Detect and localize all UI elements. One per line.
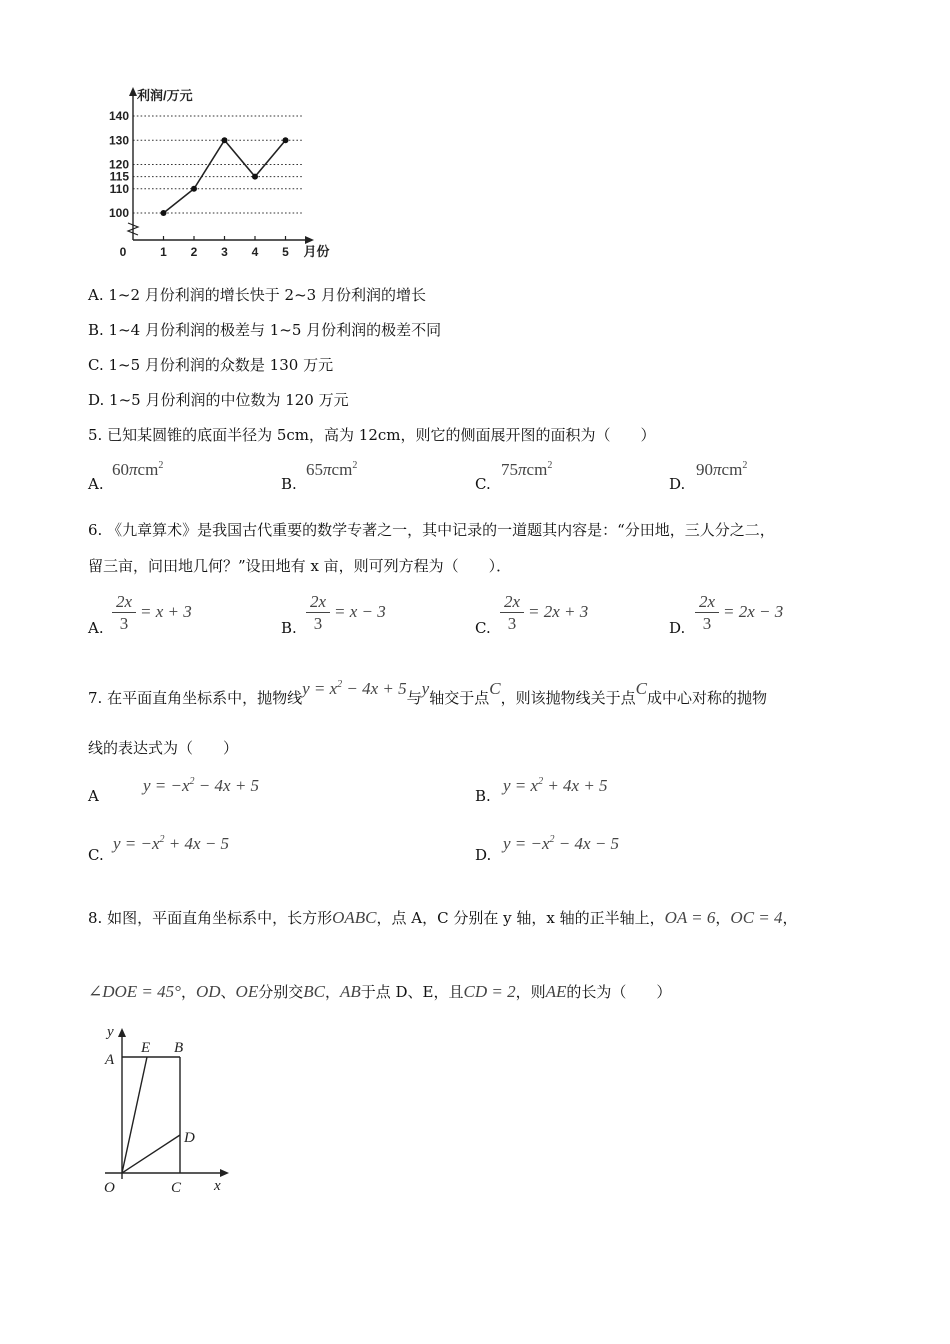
x-axis-title: 月份: [303, 244, 330, 259]
q7-option-a-expr: [143, 776, 259, 796]
q7-post: 成中心对称的抛物: [646, 689, 767, 707]
q7-b-exp: 2: [538, 776, 544, 787]
q5-a-num: 60: [112, 460, 129, 479]
q5-b-unit: cm: [331, 460, 353, 479]
q4-option-c: C. 1~5 月份利润的众数是 130 万元: [88, 356, 334, 374]
q7-option-b-label: B.: [475, 787, 491, 805]
q7-option-d-expr: [503, 834, 619, 854]
q7-b-lhs: y = x: [503, 776, 539, 795]
x-tick-label-2: 2: [190, 245, 198, 259]
q5-option-d-label: D.: [669, 475, 686, 493]
q4-option-b: B. 1~4 月份利润的极差与 1~5 月份利润的极差不同: [88, 321, 442, 339]
q7-option-c-expr: [113, 834, 229, 854]
q6-d-numerator: 2x: [698, 592, 716, 611]
q8-l1-pre: 8. 如图，平面直角坐标系中，长方形: [88, 909, 333, 927]
x-axis-arrow: [305, 236, 314, 244]
label-y: y: [107, 1024, 114, 1040]
y-tick-label-115: 115: [109, 169, 129, 184]
q7-c-lhs: y = −x: [113, 834, 160, 853]
q8-l2-b: 、: [220, 983, 236, 1001]
q4-option-a: A. 1~2 月份利润的增长快于 2~3 月份利润的增长: [88, 286, 426, 304]
label-d: D: [184, 1130, 195, 1146]
label-a: A: [105, 1052, 115, 1068]
q8-l2-e: 于点 D、E，且: [360, 983, 464, 1001]
label-o: O: [104, 1180, 115, 1196]
axis-break-mark: [128, 223, 138, 235]
q7-eq-exp: 2: [337, 679, 343, 690]
profit-line-chart: [95, 80, 345, 270]
y-tick-label-120: 120: [108, 157, 129, 172]
q8-rect-name: OABC: [332, 908, 377, 927]
q5-a-exp: 2: [158, 460, 164, 471]
q8-l2-a: ，: [180, 983, 196, 1001]
q6-c-denominator: 3: [507, 614, 517, 633]
q6-option-d-label: D.: [669, 619, 686, 637]
q5-d-exp: 2: [742, 460, 748, 471]
label-c: C: [171, 1180, 182, 1196]
y-tick-label-110: 110: [109, 181, 129, 196]
q7-var-c: C: [489, 679, 501, 698]
q5-b-pi: π: [323, 460, 332, 479]
q7-stem-line2: 线的表达式为（ ）: [88, 739, 239, 757]
q6-c-fraction-bar: [500, 612, 524, 613]
q6-b-rhs: = x − 3: [334, 602, 386, 621]
q8-oc-value: OC = 4: [730, 908, 783, 927]
q8-oa-value: OA = 6: [664, 908, 716, 927]
q6-d-denominator: 3: [702, 614, 712, 633]
x-tick-label-1: 1: [160, 245, 167, 259]
q7-parabola: [302, 679, 407, 698]
q5-c-pi: π: [518, 460, 527, 479]
q8-stem-line2: [88, 982, 671, 1002]
q5-option-d-expr: [696, 460, 747, 480]
q6-a-fraction-bar: [112, 612, 136, 613]
q8-rectangle-figure: [95, 1022, 240, 1202]
q6-a-numerator: 2x: [115, 592, 133, 611]
q7-a-lhs: y = −x: [143, 776, 190, 795]
q7-a-rest: − 4x + 5: [194, 776, 260, 795]
q5-option-a-label: A.: [88, 475, 104, 493]
q8-oe: OE: [235, 982, 259, 1001]
q5-b-num: 65: [306, 460, 323, 479]
y-axis-arrow: [118, 1028, 126, 1037]
q8-od: OD: [195, 982, 221, 1001]
q8-stem-line1: [88, 908, 798, 928]
q6-d-fraction-bar: [695, 612, 719, 613]
label-x: x: [214, 1178, 221, 1194]
q5-c-exp: 2: [547, 460, 553, 471]
q6-d-rhs: = 2x − 3: [723, 602, 784, 621]
data-point-month-5: [283, 137, 289, 143]
q5-d-unit: cm: [721, 460, 743, 479]
q7-eq-a: y = x: [302, 679, 338, 698]
q6-b-denominator: 3: [313, 614, 323, 633]
y-tick-label-100: 100: [108, 206, 129, 220]
q7-mid3: ，则该抛物线关于点: [500, 689, 636, 707]
q6-stem-line2: 留三亩，问田地几何？”设田地有 x 亩，则可列方程为（ ）．: [88, 557, 512, 575]
q5-c-unit: cm: [526, 460, 548, 479]
data-point-month-1: [161, 210, 167, 216]
q8-comma: ，: [715, 909, 731, 927]
q7-d-lhs: y = −x: [503, 834, 550, 853]
q8-angle: ∠DOE = 45°: [88, 982, 181, 1001]
q7-option-c-label: C.: [88, 846, 104, 864]
q6-a-rhs: = x + 3: [140, 602, 192, 621]
q7-c-rest: + 4x − 5: [164, 834, 230, 853]
label-b: B: [174, 1040, 184, 1056]
q8-l1-mid: ，点 A，C 分别在 y 轴，x 轴的正半轴上，: [376, 909, 665, 927]
data-point-month-3: [222, 137, 228, 143]
y-axis-arrow: [129, 87, 137, 96]
q8-l2-c: 分别交: [258, 983, 304, 1001]
q6-c-rhs: = 2x + 3: [528, 602, 589, 621]
q7-var-c2: C: [635, 679, 647, 698]
q4-option-d: D. 1~5 月份利润的中位数为 120 万元: [88, 391, 349, 409]
q6-b-fraction-bar: [306, 612, 330, 613]
x-tick-label-5: 5: [282, 245, 289, 259]
q7-d-rest: − 4x − 5: [554, 834, 620, 853]
q8-ae: AE: [545, 982, 567, 1001]
q5-b-exp: 2: [352, 460, 358, 471]
q6-stem-line1: 6. 《九章算术》是我国古代重要的数学专著之一，其中记录的一道题其内容是：“分田地，三人分之二，: [88, 521, 775, 539]
q8-bc: BC: [303, 982, 325, 1001]
q6-b-numerator: 2x: [309, 592, 327, 611]
y-tick-label-130: 130: [108, 133, 129, 148]
q8-l2-g: 的长为（ ）: [566, 983, 672, 1001]
q7-eq-b: − 4x + 5: [342, 679, 407, 698]
q6-option-a-label: A.: [88, 619, 104, 637]
y-axis-title: 利润/万元: [137, 88, 193, 103]
q7-option-b-expr: [503, 776, 608, 796]
x-axis-arrow: [220, 1169, 229, 1177]
q6-option-c-label: C.: [475, 619, 491, 637]
q8-l2-f: ，则: [515, 983, 546, 1001]
q5-a-unit: cm: [137, 460, 159, 479]
q7-mid1: 与: [406, 689, 422, 707]
q5-d-num: 90: [696, 460, 713, 479]
label-e: E: [141, 1040, 151, 1056]
q7-b-rest: + 4x + 5: [543, 776, 608, 795]
q8-cd: CD = 2: [463, 982, 516, 1001]
y-tick-label-140: 140: [108, 109, 129, 123]
q5-option-a-expr: [112, 460, 163, 480]
q7-d-exp: 2: [549, 834, 555, 845]
q5-a-pi: π: [129, 460, 138, 479]
q7-c-exp: 2: [159, 834, 165, 845]
q8-comma2: ，: [782, 909, 798, 927]
q7-pre: 7. 在平面直角坐标系中，抛物线: [88, 689, 303, 707]
q7-option-d-label: D.: [475, 846, 492, 864]
q5-option-b-expr: [306, 460, 357, 480]
q8-ab: AB: [339, 982, 361, 1001]
q8-l2-d: ，: [324, 983, 340, 1001]
q5-option-c-label: C.: [475, 475, 491, 493]
q7-var-y: y: [421, 679, 430, 698]
q5-stem: 5. 已知某圆锥的底面半径为 5cm，高为 12cm，则它的侧面展开图的面积为（ ）: [88, 426, 656, 444]
q5-option-b-label: B.: [281, 475, 297, 493]
data-point-month-2: [191, 186, 197, 192]
segment-od: [122, 1135, 180, 1173]
q7-stem-line1: [88, 679, 767, 708]
x-tick-label-4: 4: [251, 245, 259, 259]
q6-c-numerator: 2x: [503, 592, 521, 611]
q5-c-num: 75: [501, 460, 518, 479]
q7-mid2: 轴交于点: [429, 689, 490, 707]
origin-label: 0: [119, 245, 127, 259]
q6-a-denominator: 3: [119, 614, 129, 633]
q5-option-c-expr: [501, 460, 552, 480]
q7-a-exp: 2: [189, 776, 195, 787]
q6-option-b-label: B.: [281, 619, 297, 637]
x-tick-label-3: 3: [221, 245, 228, 259]
q7-option-a-label: A: [88, 787, 99, 805]
segment-oe: [122, 1057, 147, 1173]
q5-d-pi: π: [713, 460, 722, 479]
data-point-month-4: [252, 174, 258, 180]
